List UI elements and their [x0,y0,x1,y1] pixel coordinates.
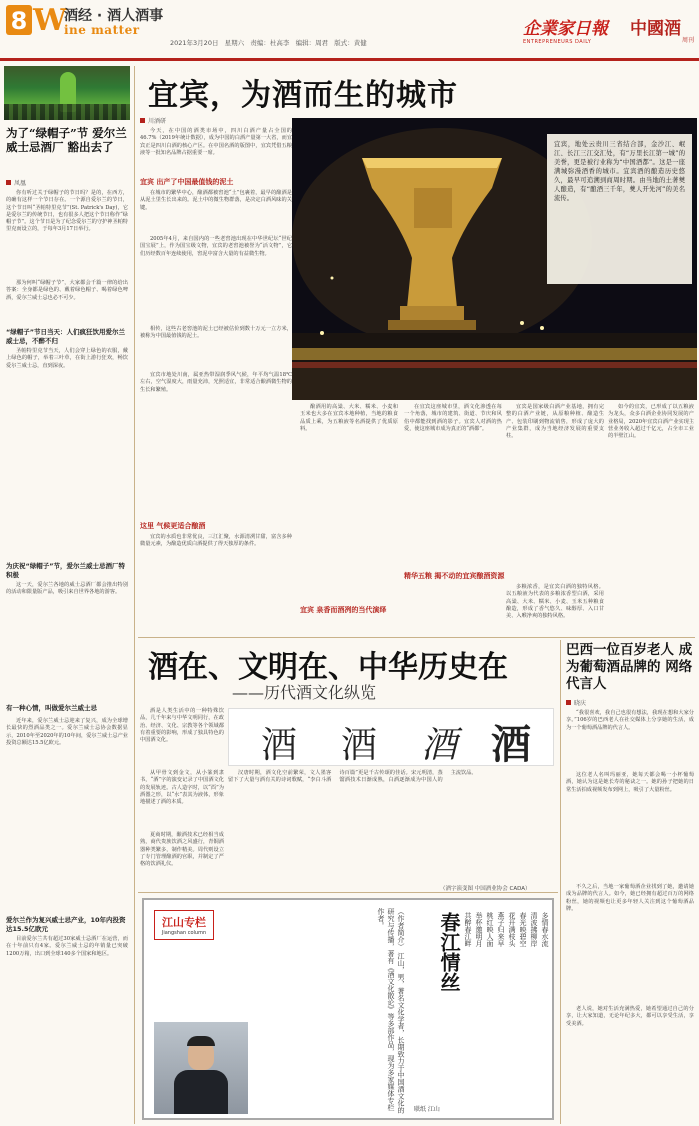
page-number-badge [6,5,32,35]
partner-logo [630,14,696,48]
left-byline [6,178,130,187]
left-byline-text: 凤凰 [14,180,27,187]
editor-credit: 责编：杜高李 [250,39,290,47]
left-subhead-3: 有一种心情，叫做爱尔兰威士忌 [6,704,97,712]
left-subhead-2: 为庆祝“绿帽子”节，爱尔兰威士忌酒厂特积极 [6,562,126,579]
main-paragraph-7: 在宜宾这座城市里，酒文化渗透在每一个角落，城市的建筑、街道、节庆和风俗中都能找到酒的影子。宜宾人对酒的热爱，使这座城市成为真正的“酒都”。 [404,404,502,432]
main-byline [140,116,200,125]
glyph-2: 酒 [341,725,378,766]
column-author-label: 联纸 江山 [414,1106,440,1113]
section-subtitle: ine matter [64,23,140,37]
left-headline: 为了“绿帽子”节 爱尔兰威士忌酒厂 豁出去了 [6,126,127,154]
left-paragraph-4: 这一天，爱尔兰各地的威士忌酒厂都会推出特别的活动和限量版产品，吸引来自世界各地的游客。 [6,582,128,596]
main-paragraph-8: 宜宾是国家级白酒产业基地，拥有完整的白酒产业链，从原粮种植、酿造生产、包装印刷到物流销售，形成了庞大的产业集群，成为当地经济发展的重要支柱。 [506,404,604,440]
main-paragraph-2: 2005年4月，来自国内的一些老窖池出现在中华世纪坛“世纪国宝展”上，作为国宝级文物，宜宾的老窖池被誉为“活文物”，它们历经数百年连续使用，窖泥中富含大量的有益微生物。 [140,236,292,257]
poem-line: 清波拂柳岸 [530,912,538,947]
right-lower-paragraph-1: “我很喜欢，我自己也很有想法，我现在想和大家分享。”106岁的巴西老人在社交媒体上分享她的生活，成为一个葡萄酒品牌的代言人。 [566,710,694,731]
main-paragraph-5: 宜宾的水质也非常优良，三江汇聚，水源清冽甘甜，富含多种微量元素，为酿造优质白酒提供了得天独厚的条件。 [140,534,292,548]
culture-paragraph-4: 汉唐时期，酒文化空前繁荣，文人墨客留下了大量与酒有关的诗词歌赋，“李白斗酒诗百篇”更是千古传颂的佳话。宋元明清，蒸馏酒技术日渐成熟，白酒逐渐成为中国人的主流饮品。 [228,770,477,784]
column-label-english: Jiangshan column [161,930,207,936]
header-info [170,38,500,47]
culture-subtitle: ——历代酒文化纵览 [232,683,377,702]
main-subhead-2: 这里 气候更适合酿酒 [140,522,206,530]
main-byline-text: 川酒研 [148,118,167,125]
author-bio-title: （作者简介） [397,908,405,950]
author-bio [256,908,406,1114]
paper-english-name: ENTREPRENEURS DAILY [523,39,592,45]
column-label: 江山专栏 [162,916,206,929]
poem-line: 燕子归来早 [497,912,505,947]
right-lower-byline [566,698,686,707]
designer-credit: 编辑：周君 [295,39,329,47]
culture-paragraph-1: 酒是人类生活中的一种特殊饮品，几千年来与中华文明同行，在政治、经济、文化、宗教等各个领域都有着重要的影响，形成了独具特色的中国酒文化。 [140,708,224,744]
column-box [142,898,554,1120]
glyph-image-credit: （酒字演变图 中国酒业协会 CADA） [440,886,531,892]
main-paragraph-10: 如今的宜宾，已形成了以五粮液为龙头，众多白酒企业协同发展的产业格局，2020年宜宾白酒产业实现主营业务收入超过千亿元，占全市工业的半壁江山。 [608,404,694,440]
main-paragraph-4: 宜宾市地处川南，属亚热带湿润季风气候，年平均气温18℃左右，空气湿度大，雨量充沛，光照适宜，非常适合酿酒微生物的生长和繁殖。 [140,372,292,393]
left-paragraph-2: 那为何叫“绿帽子节”，大家都会千篇一律的给出答案：全身都是绿色的、戴着绿色帽子、喝着绿色啤酒，爱尔兰威士忌也必不可少。 [6,280,128,301]
main-paragraph-1: 在城市的繁华中心，酿酒都被窖池“土”包裹着，最早的酿酒是从泥土里生长出来的。泥土中的微生物群落，是决定白酒风味的关键。 [140,190,292,211]
poem-line: 花开满枝头 [508,912,516,947]
parade-crowd [4,104,130,120]
page-number: 8 [10,7,28,35]
issue-date: 2021年3月20日 [170,39,219,47]
left-paragraph-1: 你有听过关于绿帽子的节日吗？是的，在西方，的确有这样一个节日存在。一个源自爱尔兰的节日，这个节日叫“圣帕特里克节”(St. Patrick's Day)，它是爱尔兰的传统节日，也有很多人把这个节日称作“绿帽子节”。这个节日是为了纪念爱尔兰的守护神圣帕特里克而设立的，于每年3月17日举行。 [6,190,128,233]
right-lower-paragraph-2: 这位老人名叫玛丽亚，她每天都会喝一小杯葡萄酒，她认为这是她长寿的秘诀之一。她的孙子把她的日常生活拍成视频发布到网上，吸引了大量粉丝。 [566,772,694,793]
glyph-3: 酒 [421,725,458,766]
left-column-divider [134,66,135,1124]
poem-title: 春江情丝 [437,912,461,992]
section-title: 酒经 · 酒人酒事 [64,8,164,24]
left-subhead-1: “绿帽子”节日当天：人们疯狂饮用爱尔兰威士忌，不醉不归 [6,328,126,345]
main-paragraph-3: 相传，这些古老窖池的泥土已经被估价到数十万元一立方米，被称为中国最值钱的泥土。 [140,326,292,340]
poem-line: 举杯邀明月 [475,912,483,947]
main-subhead-3: 宜宾 泉香而酒冽的当代演绎 [300,606,387,614]
paper-name: 企業家日報 [523,19,608,39]
culture-bottom-rule [138,892,558,893]
main-title: 宜宾，为酒而生的城市 [148,78,458,113]
column-label-box [154,910,214,940]
culture-paragraph-2: 从甲骨文到金文，从小篆到隶书，“酒”字的演变记录了中国酒文化的发展轨迹。古人造字时，以“酉”为酒器之形，以“水”表其为液体，形象地描述了酒的本质。 [140,770,224,806]
culture-title: 酒在、文明在、中华历史在 [148,650,508,685]
main-paragraph-9: 多粮浓香，是宜宾白酒的独特风格。以五粮液为代表的多粮浓香型白酒，采用高粱、大米、糯米、小麦、玉米五种粮食酿造，形成了香气悠久、味醇厚、入口甘美、入喉净爽的独特风格。 [506,584,604,620]
poem-line: 春光映碧空 [519,912,527,947]
section-letter: W [33,3,67,38]
glyph-evolution-image [228,708,554,766]
main-subhead-1: 宜宾 出产了中国最值钱的泥土 [140,178,234,186]
masthead [0,0,699,62]
main-bottom-rule [138,637,695,638]
issue-weekday: 星期六 [224,39,245,47]
author-photo [154,1022,248,1114]
author-body [174,1070,228,1114]
main-paragraph-6: 酿酒用的高粱、大米、糯米、小麦和玉米也大多在宜宾本地种植，当地的粮食品质上乘，为五粮液等名酒提供了优质原料。 [300,404,398,432]
glyph-4: 酒 [491,722,531,768]
main-subhead-4: 精华五粮 揭不动的宜宾酿酒资源 [404,572,505,580]
poem-lines [466,912,550,1108]
poem-line: 共醉春江畔 [464,912,472,947]
hero-caption-box [547,134,692,284]
left-paragraph-6: 目前爱尔兰共有超过30家威士忌酒厂在运营，而在十年前只有4家。爱尔兰威士忌的年销量已突破1200万箱，出口到全球140多个国家和地区。 [6,936,128,957]
right-lower-paragraph-3: 不久之后，当地一家葡萄酒企业找到了她，邀请她成为品牌的代言人。如今，她已经拥有超过百万的网络粉丝，她的视频也让更多年轻人关注到这个葡萄酒品牌。 [566,884,694,912]
right-lower-headline: 巴西一位百岁老人 成为葡萄酒品牌的 网络代言人 [566,642,693,692]
main-intro: 今天，在中国的酒类市场中，四川白酒产量占全国的46.7%（2019年统计数据），成为中国的白酒产量第一大省，而宜宾正是四川白酒的核心产区。在中国名酒的版图中，宜宾凭借五粮液等一批知名品牌占据重要一席。 [140,128,292,156]
left-paragraph-3: 圣帕特里克节当天，人们会穿上绿色的衣服，戴上绿色的帽子，举着三叶草，在街上游行狂欢，畅饮爱尔兰威士忌，直到深夜。 [6,348,128,369]
poem-line: 多情春水流 [541,912,549,947]
poem-line: 桃红映人面 [486,912,494,947]
paper-logo [523,14,623,44]
culture-paragraph-3: 夏商时期，酿酒技术已经相当成熟，商代贵族饮酒之风盛行，青铜酒器种类繁多，制作精美。周代则设立了专门管理酿酒的官职，并制定了严格的饮酒礼仪。 [140,832,224,868]
left-paragraph-5: 近年来，爱尔兰威士忌迎来了复兴，成为全球增长最快的烈酒品类之一。爱尔兰威士忌协会数据显示，2010年至2020年的10年间，爱尔兰威士忌产业投资总额达15.5亿欧元。 [6,718,128,746]
layout-credit: 版式：黄健 [334,39,367,47]
partner-subtitle: 周刊 [681,37,694,44]
header-divider [0,58,699,61]
right-lower-paragraph-4: 老人说，她对生活充满热爱，她希望通过自己的分享，让大家知道，无论年纪多大，都可以享受生活，享受美酒。 [566,1006,694,1027]
right-lower-byline-text: 晓庆 [574,700,587,707]
hero-photo [292,118,697,400]
partner-name: 中國酒 [630,19,681,39]
author-hair [187,1036,215,1046]
left-column [2,66,132,1124]
right-lower-divider [560,640,561,1124]
hero-caption: 宜宾，地处云贵川三省结合部，金沙江、岷江、长江三江交汇处，有“万里长江第一城”的美誉，更是被行业称为“中国酒都”。这是一座满城弥漫酒香的城市。宜宾酒的酿造历史悠久，最早可追溯到商周时期。由当地的土著僰人酿造，有“酿酒三千年，僰人开先河”的美名流传。 [554,141,685,202]
author-bio-text: 江山，男，著名文化学者，长期致力于中国酒文化的研究与传播，著有《酒文化散论》等多部作品，现为多家媒体专栏作者。 [377,908,405,1114]
parade-photo [4,66,130,120]
left-subhead-4: 爱尔兰作为复兴威士忌产业，10年内投资达15.5亿欧元 [6,916,126,933]
glyph-1: 酒 [261,725,298,766]
